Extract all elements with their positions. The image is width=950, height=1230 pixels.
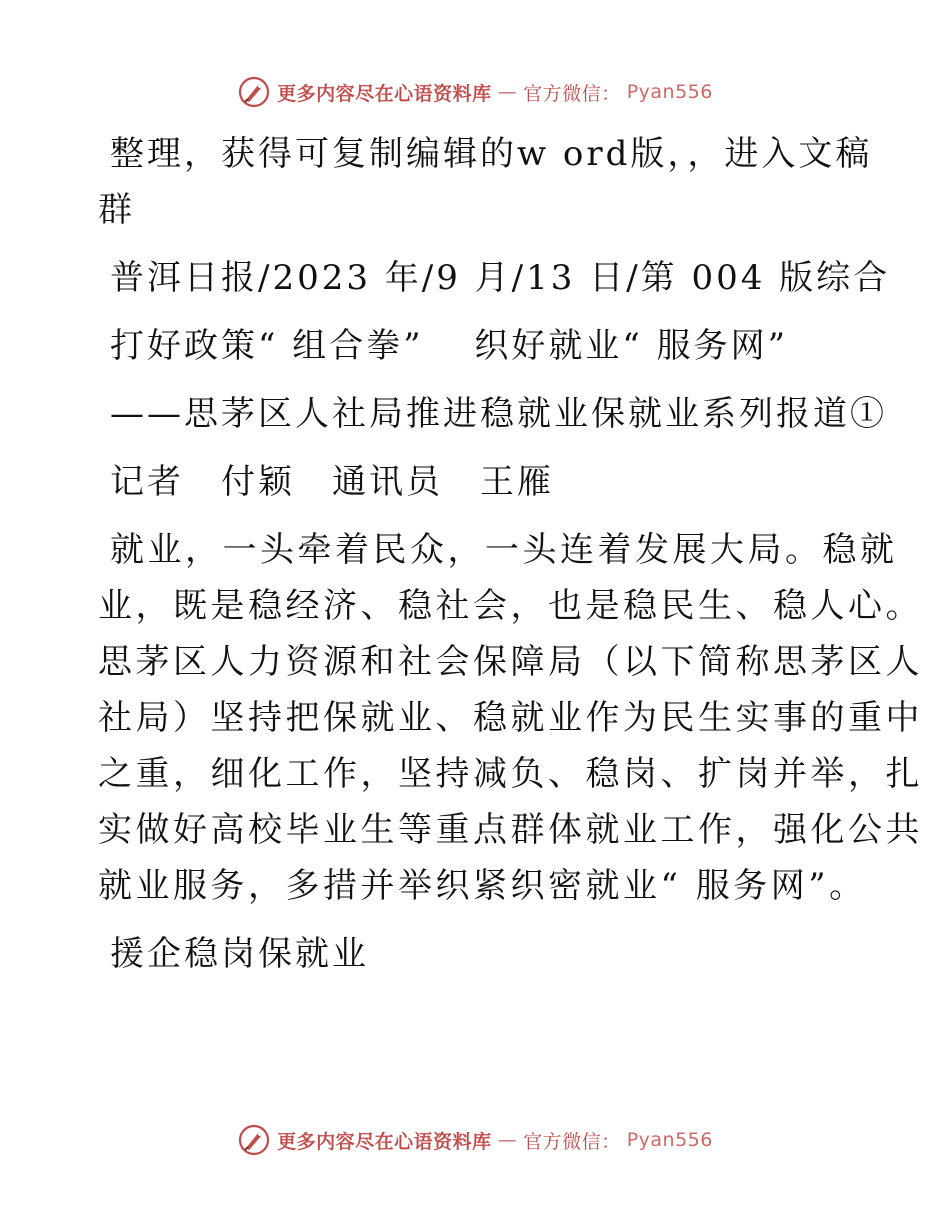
watermark-banner-top xyxy=(0,72,950,112)
body-line: 实做好高校毕业生等重点群体就业工作，强化公共 xyxy=(98,810,923,850)
body-line: 就业服务，多措并举织紧织密就业“ 服务网”。 xyxy=(98,866,867,906)
watermark-separator: — xyxy=(497,1129,518,1151)
section-heading: 援企稳岗保就业 xyxy=(110,934,369,974)
body-paragraph xyxy=(98,522,923,914)
watermark-separator: — xyxy=(497,81,518,103)
subheadline: ——思茅区人社局推进稳就业保就业系列报道① xyxy=(110,394,887,434)
watermark-banner-bottom xyxy=(0,1120,950,1160)
body-line: 就业，一头牵着民众，一头连着发展大局。稳就 xyxy=(110,530,898,570)
watermark-label: 官方微信： xyxy=(523,82,621,105)
watermark-main-text: 更多内容尽在心语资料库 xyxy=(277,82,492,105)
watermark-wechat-id: Pyan556 xyxy=(626,81,713,103)
body-line: 社局）坚持把保就业、稳就业作为民生实事的重中 xyxy=(98,698,923,738)
source-line: 普洱日报/2023 年/9 月/13 日/第 004 版综合 xyxy=(110,258,891,298)
body-line: 之重，细化工作，坚持减负、稳岗、扩岗并举，扎 xyxy=(98,754,923,794)
watermark-main-text: 更多内容尽在心语资料库 xyxy=(277,1130,492,1153)
watermark-label: 官方微信： xyxy=(523,1130,621,1153)
body-line: 业，既是稳经济、稳社会，也是稳民生、稳人心。 xyxy=(98,586,923,626)
body-line: 思茅区人力资源和社会保障局（以下简称思茅区人 xyxy=(98,642,923,682)
headline: 打好政策“ 组合拳” 织好就业“ 服务网” xyxy=(110,326,788,366)
quill-pen-logo-icon xyxy=(237,1123,271,1157)
watermark-wechat-id: Pyan556 xyxy=(626,1129,713,1151)
quill-pen-logo-icon xyxy=(237,75,271,109)
intro-line-2: 群 xyxy=(98,190,135,230)
byline: 记者 付颖 通讯员 王雁 xyxy=(110,462,554,502)
document-body xyxy=(98,126,923,982)
intro-line-1: 整理，获得可复制编辑的w ord版，，进入文稿 xyxy=(110,134,873,174)
